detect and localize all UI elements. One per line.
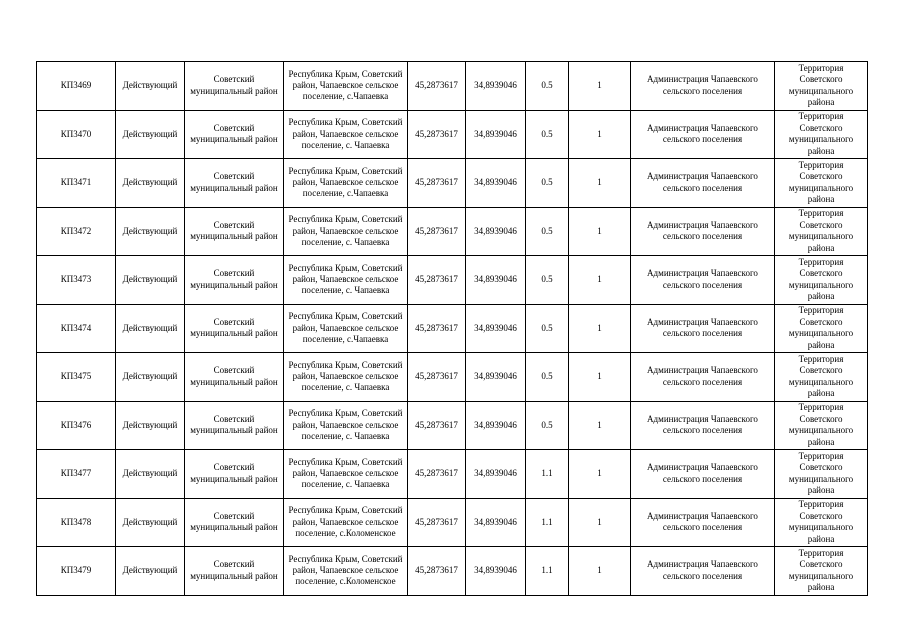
volume-cell: 0.5 — [526, 353, 569, 402]
owner-cell: Администрация Чапаевского сельского поселения — [631, 498, 775, 547]
address-cell: Республика Крым, Советский район, Чапаевское сельское поселение, с.Коломенское — [284, 547, 408, 596]
owner-cell: Администрация Чапаевского сельского поселения — [631, 547, 775, 596]
volume-cell: 1.1 — [526, 547, 569, 596]
count-cell: 1 — [569, 159, 631, 208]
count-cell: 1 — [569, 547, 631, 596]
volume-cell: 0.5 — [526, 62, 569, 111]
table-row — [37, 207, 868, 256]
territory-cell: Территория Советского муниципального района — [775, 256, 868, 305]
municipality-cell: Советский муниципальный район — [185, 256, 284, 305]
site-id-cell: КП3478 — [37, 498, 116, 547]
address-cell: Республика Крым, Советский район, Чапаевское сельское поселение, с. Чапаевка — [284, 207, 408, 256]
address-cell: Республика Крым, Советский район, Чапаевское сельское поселение, с. Чапаевка — [284, 110, 408, 159]
longitude-cell: 34,8939046 — [466, 110, 526, 159]
volume-cell: 1.1 — [526, 450, 569, 499]
site-id-cell: КП3475 — [37, 353, 116, 402]
table-row — [37, 110, 868, 159]
count-cell: 1 — [569, 207, 631, 256]
volume-cell: 0.5 — [526, 401, 569, 450]
volume-cell: 0.5 — [526, 159, 569, 208]
address-cell: Республика Крым, Советский район, Чапаевское сельское поселение, с.Коломенское — [284, 498, 408, 547]
site-id-cell: КП3474 — [37, 304, 116, 353]
count-cell: 1 — [569, 110, 631, 159]
address-cell: Республика Крым, Советский район, Чапаевское сельское поселение, с. Чапаевка — [284, 256, 408, 305]
longitude-cell: 34,8939046 — [466, 159, 526, 208]
owner-cell: Администрация Чапаевского сельского поселения — [631, 256, 775, 305]
status-cell: Действующий — [116, 498, 185, 547]
latitude-cell: 45,2873617 — [408, 159, 466, 208]
status-cell: Действующий — [116, 256, 185, 305]
status-cell: Действующий — [116, 110, 185, 159]
municipality-cell: Советский муниципальный район — [185, 353, 284, 402]
municipality-cell: Советский муниципальный район — [185, 401, 284, 450]
volume-cell: 1.1 — [526, 498, 569, 547]
owner-cell: Администрация Чапаевского сельского поселения — [631, 62, 775, 111]
volume-cell: 0.5 — [526, 304, 569, 353]
municipality-cell: Советский муниципальный район — [185, 207, 284, 256]
table-row — [37, 62, 868, 111]
status-cell: Действующий — [116, 207, 185, 256]
latitude-cell: 45,2873617 — [408, 401, 466, 450]
municipality-cell: Советский муниципальный район — [185, 304, 284, 353]
address-cell: Республика Крым, Советский район, Чапаевское сельское поселение, с.Чапаевка — [284, 304, 408, 353]
table-row — [37, 498, 868, 547]
longitude-cell: 34,8939046 — [466, 304, 526, 353]
owner-cell: Администрация Чапаевского сельского поселения — [631, 353, 775, 402]
territory-cell: Территория Советского муниципального района — [775, 304, 868, 353]
site-id-cell: КП3470 — [37, 110, 116, 159]
volume-cell: 0.5 — [526, 207, 569, 256]
owner-cell: Администрация Чапаевского сельского поселения — [631, 450, 775, 499]
count-cell: 1 — [569, 256, 631, 305]
latitude-cell: 45,2873617 — [408, 207, 466, 256]
volume-cell: 0.5 — [526, 110, 569, 159]
status-cell: Действующий — [116, 62, 185, 111]
count-cell: 1 — [569, 498, 631, 547]
status-cell: Действующий — [116, 450, 185, 499]
owner-cell: Администрация Чапаевского сельского поселения — [631, 207, 775, 256]
municipality-cell: Советский муниципальный район — [185, 547, 284, 596]
owner-cell: Администрация Чапаевского сельского поселения — [631, 304, 775, 353]
status-cell: Действующий — [116, 353, 185, 402]
count-cell: 1 — [569, 62, 631, 111]
latitude-cell: 45,2873617 — [408, 547, 466, 596]
site-id-cell: КП3471 — [37, 159, 116, 208]
territory-cell: Территория Советского муниципального района — [775, 207, 868, 256]
territory-cell: Территория Советского муниципального района — [775, 62, 868, 111]
count-cell: 1 — [569, 450, 631, 499]
longitude-cell: 34,8939046 — [466, 62, 526, 111]
longitude-cell: 34,8939046 — [466, 547, 526, 596]
table-row — [37, 547, 868, 596]
longitude-cell: 34,8939046 — [466, 353, 526, 402]
longitude-cell: 34,8939046 — [466, 401, 526, 450]
address-cell: Республика Крым, Советский район, Чапаевское сельское поселение, с. Чапаевка — [284, 450, 408, 499]
territory-cell: Территория Советского муниципального района — [775, 110, 868, 159]
table-row — [37, 450, 868, 499]
address-cell: Республика Крым, Советский район, Чапаевское сельское поселение, с.Чапаевка — [284, 159, 408, 208]
territory-cell: Территория Советского муниципального района — [775, 353, 868, 402]
status-cell: Действующий — [116, 159, 185, 208]
status-cell: Действующий — [116, 547, 185, 596]
table-row — [37, 256, 868, 305]
municipality-cell: Советский муниципальный район — [185, 62, 284, 111]
count-cell: 1 — [569, 304, 631, 353]
table-row — [37, 159, 868, 208]
territory-cell: Территория Советского муниципального района — [775, 547, 868, 596]
longitude-cell: 34,8939046 — [466, 450, 526, 499]
latitude-cell: 45,2873617 — [408, 450, 466, 499]
longitude-cell: 34,8939046 — [466, 256, 526, 305]
latitude-cell: 45,2873617 — [408, 353, 466, 402]
municipality-cell: Советский муниципальный район — [185, 159, 284, 208]
longitude-cell: 34,8939046 — [466, 207, 526, 256]
registry-table — [36, 61, 868, 596]
table-row — [37, 304, 868, 353]
address-cell: Республика Крым, Советский район, Чапаевское сельское поселение, с. Чапаевка — [284, 353, 408, 402]
latitude-cell: 45,2873617 — [408, 304, 466, 353]
site-id-cell: КП3473 — [37, 256, 116, 305]
latitude-cell: 45,2873617 — [408, 498, 466, 547]
latitude-cell: 45,2873617 — [408, 110, 466, 159]
count-cell: 1 — [569, 353, 631, 402]
territory-cell: Территория Советского муниципального района — [775, 159, 868, 208]
municipality-cell: Советский муниципальный район — [185, 450, 284, 499]
count-cell: 1 — [569, 401, 631, 450]
longitude-cell: 34,8939046 — [466, 498, 526, 547]
table-row — [37, 401, 868, 450]
owner-cell: Администрация Чапаевского сельского поселения — [631, 401, 775, 450]
table-row — [37, 353, 868, 402]
latitude-cell: 45,2873617 — [408, 62, 466, 111]
address-cell: Республика Крым, Советский район, Чапаевское сельское поселение, с. Чапаевка — [284, 401, 408, 450]
territory-cell: Территория Советского муниципального района — [775, 450, 868, 499]
status-cell: Действующий — [116, 401, 185, 450]
site-id-cell: КП3479 — [37, 547, 116, 596]
address-cell: Республика Крым, Советский район, Чапаевское сельское поселение, с.Чапаевка — [284, 62, 408, 111]
municipality-cell: Советский муниципальный район — [185, 110, 284, 159]
site-id-cell: КП3472 — [37, 207, 116, 256]
territory-cell: Территория Советского муниципального района — [775, 401, 868, 450]
volume-cell: 0.5 — [526, 256, 569, 305]
status-cell: Действующий — [116, 304, 185, 353]
municipality-cell: Советский муниципальный район — [185, 498, 284, 547]
owner-cell: Администрация Чапаевского сельского поселения — [631, 110, 775, 159]
site-id-cell: КП3476 — [37, 401, 116, 450]
site-id-cell: КП3469 — [37, 62, 116, 111]
document-page — [36, 61, 868, 596]
latitude-cell: 45,2873617 — [408, 256, 466, 305]
territory-cell: Территория Советского муниципального района — [775, 498, 868, 547]
site-id-cell: КП3477 — [37, 450, 116, 499]
owner-cell: Администрация Чапаевского сельского поселения — [631, 159, 775, 208]
